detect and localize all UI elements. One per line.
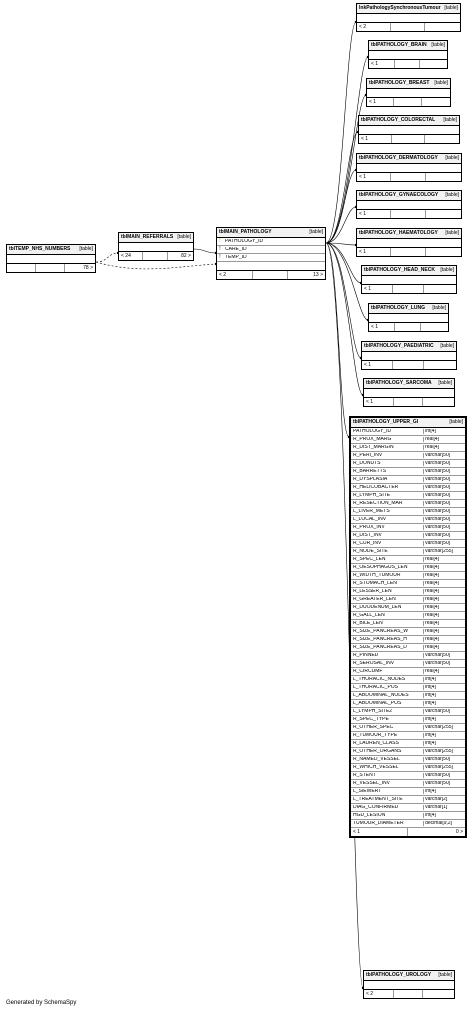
column-type: real[4] (423, 613, 465, 618)
column-name: R_DIST_INV (353, 533, 382, 538)
column-name: R_DYSPLASIA (353, 477, 388, 482)
column-row[interactable] (217, 238, 325, 246)
column-type: varchar[50] (423, 781, 465, 786)
column-row[interactable] (351, 444, 465, 452)
column-row[interactable] (351, 468, 465, 476)
table-name: tblPATHOLOGY_HAEMATOLOGY (359, 230, 438, 236)
column-type: int[4] (423, 741, 465, 746)
column-type: varchar[2] (423, 797, 465, 802)
incoming-count: < 2 (357, 23, 391, 31)
table-pathology-breast[interactable] (366, 78, 451, 107)
table-footer (359, 135, 459, 143)
table-header (364, 379, 454, 389)
table-type: [table] (440, 267, 454, 273)
table-name: tblPATHOLOGY_HEAD_NECK (364, 267, 435, 273)
column-type: real[4] (423, 621, 465, 626)
column-name: R_VESSEL_INV (353, 781, 390, 786)
incoming-count: < 1 (369, 60, 395, 68)
column-type: varchar[50] (423, 773, 465, 778)
column-type: varchar[1] (423, 805, 465, 810)
incoming-count: < 1 (357, 210, 391, 218)
column-name: R_DIST_MARGIN (353, 445, 394, 450)
table-type: [table] (431, 42, 445, 48)
column-type: real[4] (423, 565, 465, 570)
incoming-count: < 1 (362, 285, 393, 293)
table-name: lnkPathologySynchronousTumour (359, 5, 441, 11)
column-type: varchar[50] (423, 525, 465, 530)
table-type: [table] (438, 972, 452, 978)
table-name: tblMAIN_PATHOLOGY (219, 229, 272, 235)
column-type: varchar[50] (423, 661, 465, 666)
table-main-referrals[interactable] (118, 232, 194, 261)
column-name: R_SPEC_LEN (353, 557, 386, 562)
table-pathology-colorectal[interactable] (358, 115, 460, 144)
column-type: varchar[50] (423, 709, 465, 714)
column-row[interactable] (351, 652, 465, 660)
table-name: tblPATHOLOGY_BRAIN (371, 42, 427, 48)
column-list (351, 428, 465, 828)
column-row[interactable] (351, 516, 465, 524)
column-row[interactable] (217, 254, 325, 262)
column-type: int[4] (423, 733, 465, 738)
table-pathology-gynaecology[interactable] (356, 190, 462, 219)
column-row[interactable] (351, 700, 465, 708)
column-type: int[4] (423, 789, 465, 794)
table-type: [table] (449, 419, 463, 425)
table-type: [table] (438, 380, 452, 386)
column-type: varchar[50] (423, 541, 465, 546)
column-type: real[4] (423, 597, 465, 602)
incoming-count: < 1 (364, 398, 394, 406)
table-type: [table] (445, 155, 459, 161)
column-name: L_SIEWERT (353, 789, 382, 794)
column-name: R_OESOPHAGUS_LEN (353, 565, 408, 570)
column-name: R_GREATER_LEN (353, 597, 396, 602)
table-footer (217, 271, 325, 279)
column-type: int[4] (423, 701, 465, 706)
outgoing-count: 78 > (83, 264, 93, 271)
column-name: R_BILE_LEN (353, 621, 383, 626)
generated-by-credit: Generated by SchemaSpy (6, 1000, 77, 1006)
column-name: R_NAMED_VESSEL (353, 757, 400, 762)
table-pathology-haematology[interactable] (356, 228, 462, 257)
column-name: R_LAUREN_CLASS (353, 741, 399, 746)
relationship-line (194, 249, 216, 253)
column-row[interactable] (351, 604, 465, 612)
table-type: [table] (434, 80, 448, 86)
column-name: R_OTHER_ORGANS (353, 749, 402, 754)
table-footer (364, 990, 454, 998)
incoming-count: < 1 (357, 248, 391, 256)
column-type: varchar[255] (423, 749, 465, 754)
column-row[interactable] (351, 596, 465, 604)
column-name: DIAG_CONFIRMED (353, 805, 399, 810)
column-type: varchar[50] (423, 653, 465, 658)
column-row[interactable] (351, 740, 465, 748)
table-footer (7, 264, 95, 272)
column-row[interactable] (351, 508, 465, 516)
table-name: tblPATHOLOGY_GYNAECOLOGY (359, 192, 439, 198)
table-header (217, 228, 325, 238)
column-row[interactable] (351, 724, 465, 732)
column-row[interactable] (351, 572, 465, 580)
column-type: real[4] (423, 445, 465, 450)
relationship-line (326, 243, 349, 437)
table-header (367, 79, 450, 89)
table-footer (357, 210, 461, 218)
table-footer (357, 23, 460, 31)
column-row[interactable] (351, 692, 465, 700)
column-name: L_THORACIC_NODES (353, 677, 406, 682)
incoming-count: < 1 (359, 135, 392, 143)
column-type: real[4] (423, 437, 465, 442)
table-type: [table] (445, 192, 459, 198)
column-row[interactable] (351, 780, 465, 788)
column-name: PATHOLOGY_ID (353, 429, 392, 434)
table-pathology-dermatology[interactable] (356, 153, 462, 182)
table-type: [table] (79, 246, 93, 252)
column-row[interactable] (351, 636, 465, 644)
column-name: R_PINNED (353, 653, 379, 658)
column-row[interactable] (351, 532, 465, 540)
outgoing-count: 0 > (455, 828, 463, 835)
column-name: R_CIRCUMF (353, 669, 383, 674)
column-type: varchar[255] (423, 765, 465, 770)
column-row[interactable] (351, 452, 465, 460)
column-name: R_DONUTS (353, 461, 381, 466)
table-type: [table] (445, 230, 459, 236)
column-name: L_ABDOMINAL_NODES (353, 693, 409, 698)
column-type: varchar[50] (423, 453, 465, 458)
table-type: [table] (432, 305, 446, 311)
column-row[interactable] (351, 620, 465, 628)
relationship-line (326, 243, 363, 395)
column-row[interactable] (351, 772, 465, 780)
table-footer (367, 98, 450, 106)
table-name: tblPATHOLOGY_PAEDIATRIC (364, 343, 434, 349)
column-row[interactable] (351, 684, 465, 692)
column-name: R_WIDTH_TUMOUR (353, 573, 401, 578)
implied-relationship-line (96, 262, 216, 269)
column-type: real[4] (423, 645, 465, 650)
column-name: R_OTHER_SPEC (353, 725, 394, 730)
column-type: int[4] (423, 693, 465, 698)
column-name: HGD_LESION (353, 813, 386, 818)
column-name: R_DUODENUM_LEN (353, 605, 402, 610)
column-row[interactable] (351, 716, 465, 724)
column-name: PATHOLOGY_ID (225, 239, 264, 244)
column-type: real[4] (423, 605, 465, 610)
table-pathology-paediatric[interactable] (361, 341, 457, 370)
column-type: real[4] (423, 629, 465, 634)
table-pathology-lung[interactable] (368, 303, 449, 332)
foreign-key-icon: ! (219, 246, 221, 252)
table-name: tblPATHOLOGY_LUNG (371, 305, 425, 311)
column-name: R_LESSER_LEN (353, 589, 392, 594)
implied-relationship-line (96, 253, 118, 262)
column-type: int[4] (423, 717, 465, 722)
table-lnkpathologysynchronoustumour[interactable] (356, 3, 461, 32)
table-name: tblPATHOLOGY_SARCOMA (366, 380, 432, 386)
column-row[interactable] (351, 548, 465, 556)
column-row[interactable] (351, 644, 465, 652)
column-row[interactable] (351, 476, 465, 484)
table-header (351, 418, 465, 428)
table-header (357, 4, 460, 14)
column-row[interactable] (351, 788, 465, 796)
table-header (7, 245, 95, 255)
column-name: R_PROX_INV (353, 525, 385, 530)
incoming-count: < 24 (119, 252, 143, 260)
incoming-count: < 2 (364, 990, 394, 998)
table-type: [table] (177, 234, 191, 240)
column-row[interactable] (351, 668, 465, 676)
column-row[interactable] (351, 756, 465, 764)
column-name: CARE_ID (225, 247, 247, 252)
column-row[interactable] (351, 732, 465, 740)
table-pathology-sarcoma[interactable] (363, 378, 455, 407)
table-temp-nhs-numbers[interactable] (6, 244, 96, 273)
column-row[interactable] (351, 812, 465, 820)
primary-key-icon: ! (219, 238, 221, 244)
incoming-count: < 1 (367, 98, 394, 106)
table-header (357, 191, 461, 201)
table-type: [table] (443, 117, 457, 123)
column-name: L_LOCAL_INV (353, 517, 387, 522)
table-pathology-head-neck[interactable] (361, 265, 457, 294)
column-row[interactable] (351, 460, 465, 468)
column-row[interactable] (351, 556, 465, 564)
column-row[interactable] (351, 588, 465, 596)
column-row[interactable] (351, 484, 465, 492)
table-footer (357, 248, 461, 256)
table-footer (357, 173, 461, 181)
table-header (362, 266, 456, 276)
column-type: varchar[255] (423, 725, 465, 730)
table-name: tblPATHOLOGY_COLORECTAL (361, 117, 436, 123)
column-name: R_SPEC_TYPE (353, 717, 389, 722)
column-type: varchar[50] (423, 469, 465, 474)
column-type: varchar[50] (423, 493, 465, 498)
column-row[interactable] (351, 612, 465, 620)
table-footer (369, 60, 447, 68)
column-row[interactable] (351, 676, 465, 684)
column-type: real[4] (423, 581, 465, 586)
column-row[interactable] (351, 580, 465, 588)
table-header (369, 304, 448, 314)
column-name: R_RESECTION_MAR (353, 501, 403, 506)
column-type: int[4] (423, 429, 465, 434)
column-name: R_SIZE_PANCREAS_H (353, 637, 407, 642)
column-row[interactable] (351, 748, 465, 756)
column-type: real[4] (423, 669, 465, 674)
column-name: R_NODE_SITE (353, 549, 388, 554)
column-name: L_LYMPH_SITE2 (353, 709, 393, 714)
column-name: L_THORACIC_POS (353, 685, 399, 690)
column-type: real[4] (423, 589, 465, 594)
table-pathology-brain[interactable] (368, 40, 448, 69)
column-type: varchar[50] (423, 533, 465, 538)
column-row[interactable] (351, 708, 465, 716)
column-type: varchar[50] (423, 477, 465, 482)
table-type: [table] (440, 343, 454, 349)
outgoing-count: 82 > (181, 252, 191, 259)
table-type: [table] (444, 5, 458, 11)
table-header (364, 971, 454, 981)
column-name: TEMP_ID (225, 255, 247, 260)
column-row[interactable] (351, 796, 465, 804)
table-header (357, 229, 461, 239)
column-name: R_SIZE_PANCREAS_W (353, 629, 408, 634)
column-type: varchar[50] (423, 517, 465, 522)
column-name: R_CUR_INV (353, 541, 382, 546)
table-name: tblPATHOLOGY_DERMATOLOGY (359, 155, 438, 161)
table-footer (362, 361, 456, 369)
column-type: varchar[255] (423, 549, 465, 554)
column-row[interactable] (351, 540, 465, 548)
relationship-line (326, 170, 356, 243)
column-type: decimal[9,2] (423, 821, 465, 826)
column-row[interactable] (351, 564, 465, 572)
column-name: R_PERI_INV (353, 453, 383, 458)
table-footer (351, 828, 465, 836)
column-row[interactable] (351, 492, 465, 500)
foreign-key-icon: ! (219, 254, 221, 260)
table-pathology-upper-gi[interactable] (349, 416, 467, 838)
table-name: tblPATHOLOGY_UPPER_GI (353, 419, 419, 425)
column-name: L_TREATMENT_SITE (353, 797, 403, 802)
table-pathology-urology[interactable] (363, 970, 455, 999)
table-name: tblPATHOLOGY_BREAST (369, 80, 430, 86)
outgoing-count (425, 23, 460, 31)
column-name: R_GALL_LEN (353, 613, 385, 618)
table-header (119, 233, 193, 243)
column-name: R_STENT (353, 773, 376, 778)
incoming-count: < 1 (357, 173, 391, 181)
column-row[interactable] (351, 436, 465, 444)
column-type: varchar[50] (423, 757, 465, 762)
column-name: R_HELICOBACTER (353, 485, 399, 490)
table-footer (364, 398, 454, 406)
table-name: tblMAIN_REFERRALS (121, 234, 174, 240)
column-type: real[4] (423, 557, 465, 562)
column-row[interactable] (351, 524, 465, 532)
column-type: int[4] (423, 677, 465, 682)
incoming-count: < 1 (369, 323, 395, 331)
column-type: varchar[50] (423, 461, 465, 466)
column-type: varchar[50] (423, 485, 465, 490)
table-header (362, 342, 456, 352)
column-type: int[4] (423, 685, 465, 690)
table-main-pathology[interactable] (216, 227, 326, 280)
column-name: R_LYMPH_SITE (353, 493, 391, 498)
column-type: int[4] (423, 813, 465, 818)
column-name: R_TUMOUR_TYPE (353, 733, 398, 738)
column-row[interactable] (351, 500, 465, 508)
incoming-count: < 1 (362, 361, 393, 369)
column-type: real[4] (423, 573, 465, 578)
table-header (357, 154, 461, 164)
column-name: L_LIVER_METS (353, 509, 390, 514)
table-footer (369, 323, 448, 331)
column-row[interactable] (217, 246, 325, 254)
column-name: R_BARRETTS (353, 469, 387, 474)
column-name: R_PROX_MARG (353, 437, 392, 442)
column-name: R_SIZE_PANCREAS_D (353, 645, 407, 650)
column-row[interactable] (351, 628, 465, 636)
incoming-count: < 2 (217, 271, 253, 279)
column-row[interactable] (351, 428, 465, 436)
table-footer (119, 252, 193, 260)
table-type: [table] (309, 229, 323, 235)
table-name: tblTEMP_NHS_NUMBERS (9, 246, 71, 252)
column-name: R_WHICH_VESSEL (353, 765, 399, 770)
table-header (359, 116, 459, 126)
outgoing-count: 13 > (313, 271, 324, 278)
column-type: varchar[50] (423, 509, 465, 514)
column-type: varchar[50] (423, 501, 465, 506)
table-footer (362, 285, 456, 293)
column-name: TUMOUR_DIAMETER (353, 821, 404, 826)
column-row[interactable] (351, 820, 465, 828)
column-row[interactable] (351, 764, 465, 772)
column-row[interactable] (351, 804, 465, 812)
incoming-count: < 1 (351, 828, 408, 836)
column-row[interactable] (351, 660, 465, 668)
table-header (369, 41, 447, 51)
column-name: L_ABDOMINAL_POS (353, 701, 402, 706)
table-name: tblPATHOLOGY_UROLOGY (366, 972, 432, 978)
column-name: R_SEROSAL_INV (353, 661, 395, 666)
column-type: real[4] (423, 637, 465, 642)
column-name: R_STOMACH_LEN (353, 581, 397, 586)
